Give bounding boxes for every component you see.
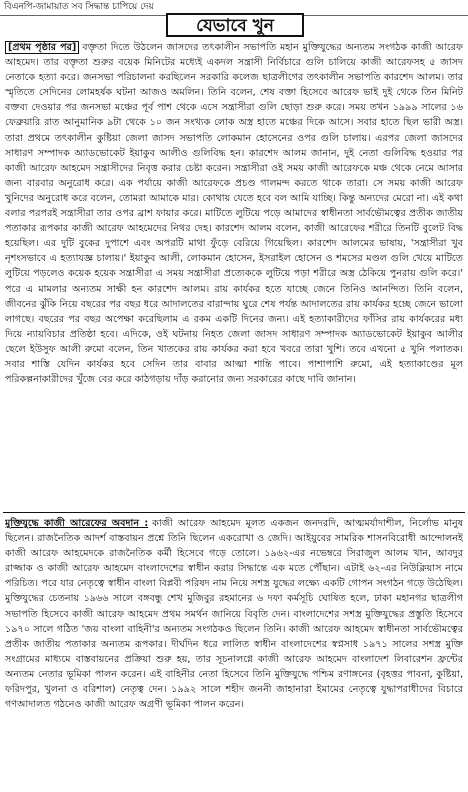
story-body: বক্তৃতা দিতে উঠলেন জাসদের তৎকালীন সভাপতি মহান মুক্তিযুদ্ধের অন্যতম সংগঠক কাজী আরেফ আহমেদ। তার বক্তৃতা শুরুর বয়েক মিনিটের মধ্যেই একদল সন্ত্রাসী নির্বিচারে গুলি চালিয়ে কাজী আরেফসহ ৫ জাসদ নেতাকে হত্যা করে। জনসভা পরিচালনা করছিলেন সরকারি কলেজ ছাত্রলীগের তৎকালীন সভাপতি কারশেদ আলম। তার স্মৃতিতে সেদিনের লোমহর্ষক ঘটনা আজও অমলিন। তিনি বলেন, শেষ বক্তা হিসেবে আরেফ ভাই দুই থেকে তিন মিনিট বক্তব্য দেওয়ার পর জনসভা মঞ্চের পূর্ব পাশ থেকে এসে সন্ত্রাসীরা গুলি ছোড়া শুরু করে। সময় তখন ১৯৯৯ সালের ১৬ ফেব্রুয়ারি রাত আনুমানিক ৯টা থেকে ১০ জন সংখ্যক লোক অস্ত্র হাতে মঞ্চের দিকে আসে। সবার হাতে ছিল ভারী অস্ত্র। তারা প্রথমে তৎকালীন কুষ্টিয়া জেলা জাসদ সভাপতি লোকমান হোসেনের ওপর গুলি চালায়। এরপর জেলা জাসদের সাধারণ সম্পাদক অ্যাডভোকেট ইয়াকুব আলীও গুলিবিদ্ধ হন। কারশেদ আলম জানান, দুই নেতা গুলিবিদ্ধ হওয়ার পর কাজী আরেফ আহমেদ সন্ত্রাসীদের নিবৃত্ত করার চেষ্টা করেন। সন্ত্রাসীরা ওই সময় কাজী আরেফকে মঞ্চ থেকে নেমে আসার জন্য বারবার অনুরোধ করে। এক পর্যায়ে কাজী আরেফকে প্রচণ্ড গালমন্দ করতে থাকে তারা। সে সময় কাজী আরেফ খুনিদের অনুরোধ করে বলেন, তোমরা আমাকে মার। কোথায় যেতে হবে বল আমি যাচ্ছি। কিন্তু অন্যদের মেরো না। এই কথা বলার পরপরই সন্ত্রাসীরা তার ওপর ব্রাশ ফায়ার করে। মাটিতে লুটিয়ে পড়ে আমাদের স্বাধীনতা সার্বভৌমত্বের প্রতীক জাতীয় পতাকার রূপকার কাজী আরেফ আহমেদের নিথর দেহ। কারশেদ আলম বলেন, কাজী আরেফের শরীরে তিনটি বুলেট বিদ্ধ হয়েছিল। এর দুটি বুকের দুপাশে এবং অপরটি মাথা ফুঁড়ে বেরিয়ে গিয়েছিল। কারশেদ আলমের ভাষায়, 'সন্ত্রাসীরা খুব নৃশংসভাবে এ হত্যাযজ্ঞ চালায়।' ইয়াকুব আলী, লোকমান হোসেন, ইসরাইল হোসেন ও শমসের মণ্ডল গুলি খেয়ে মাটিতে লুটিয়ে পড়লেও কয়েক হয়েক সন্ত্রাসীরা এ সময় সন্ত্রাসীরা প্রত্যেককে লুটিয়ে পড়া শরীরে অস্ত্র ঠেকিয়ে পুনরায় গুলি করে।' পরে এ মামলার অন্যতম সাক্ষী হন কারশেদ আলম। রায় কার্যকর হতে যাচ্ছে জেনে তিনিও আনন্দিত। তিনি বলেন, জীবনের ঝুঁকি নিয়ে বছরের পর বছর ধরে আদালতের বারান্দায় ঘুরে শেষ পর্যন্ত আদালতের রায় কার্যকর হচ্ছে জেনে ভালো লাগছে। বছরের পর বছর অপেক্ষা করেছিলাম এ রকম একটি দিনের জন্য। এই হত্যাকারীদের ফাঁসির রায় কার্যকরের মধ্য দিয়ে ন্যায়বিচার প্রতিষ্ঠা হবে। এদিকে, ওই ঘটনায় নিহত জেলা জাসদ সাধারণ সম্পাদক অ্যাডভোকেট ইয়াকুব আলীর ছেলে ইউসুফ আলী রুমো বলেন, তিন খাতকের রায় কার্যকর করা হবে খবরে তারা খুশি। তবে এখনো ৫ খুনি পলাতক। সবার শাস্তি যেদিন কার্যকর হবে সেদিন তার বাবার আত্মা শান্তি পাবে। পাশাপাশি রুমো, এই হত্যাকাণ্ডের মূল পরিকল্পনাকারীদের খুঁজে বের করে কাঠগড়ায় দাঁড় করানোর জন্য সরকারের কাছে দাবি জানান। xyxy=(5,42,463,386)
contribution-body: কাজী আরেফ আহমেদ মূলত একজন জনদরদি, আত্মমর্যাদাশীল, নির্লোভ মানুষ ছিলেন। রাজনৈতিক আদর্শ বাস্তবায়ন প্রশ্নে তিনি ছিলেন একরোখা ও জেদি। আইয়ুবের সামরিক শাসনবিরোধী আন্দোলনই কাজী আরেফ আহমেদকে রাজনৈতিক কর্মী হিসেবে গড়ে তোলে। ১৯৬২-এর নভেম্বরে সিরাজুল আলম খান, আবদুর রাজ্জাক ও কাজী আরেফ আহমেদ বাংলাদেশের স্বাধীন করার সিদ্ধান্তে এক মতে পৌঁছান। এটাই ৬২-এর নিউক্লিয়াস নামে পরিচিত। পরে যার নেতৃত্বে স্বাধীন বাংলা বিপ্লবী পরিষদ নাম নিয়ে সশস্ত্র যুদ্ধের লক্ষ্যে একটি গোপন সংগঠন গড়ে উঠেছিল। মুক্তিযুদ্ধের চেতনায় ১৯৬৬ সালে বঙ্গবন্ধু শেখ মুজিবুর রহমানের ৬ দফা কর্মসূচি ঘোষিত হলে, ঢাকা মহানগর ছাত্রলীগ সভাপতি হিসেবে কাজী আরেফ আহমেদ প্রথম সমর্থন জানিয়ে বিবৃতি দেন। বাংলাদেশের সশস্ত্র মুক্তিযুদ্ধের প্রস্তুতি হিসেবে ১৯৭০ সালে গঠিত 'জয় বাংলা বাহিনী'র অন্যতম সংগঠকও ছিলেন তিনি। কাজী আরেফ আহমেদ স্বাধীনতা সার্বভৌমত্বের প্রতীক জাতীয় পতাকার অন্যতম রূপকার। দীর্ঘদিন ধরে লালিত স্বাধীন বাংলাদেশের স্বপ্নসাধ ১৯৭১ সালের সশস্ত্র মুক্তি সংগ্রামের মাধ্যমে বাস্তবায়নের প্রক্রিয়া শুরু হয়, তার সূচনালগ্নে কাজী আরেফ আহমেদ বাংলাদেশ লিবারেশন ফ্রন্টের অন্যতম নেতার ভূমিকা পালন করেন। এই বাহিনীর নেতা হিসেবে তিনি মুক্তিযুদ্ধে পশ্চিম রণাঙ্গনের (বৃহত্তর পাবনা, কুষ্টিয়া, ফরিদপুর, খুলনা ও বরিশাল) নেতৃত্ব দেন। ১৯৯২ সালে শহীদ জননী জাহানারা ইমামের নেতৃত্বে যুদ্ধাপরাধীদের বিচারে গণআদালত গঠনেও কাজী আরেফ অগ্রণী ভূমিকা পালন করেন। xyxy=(5,518,463,711)
headline-box xyxy=(166,13,304,37)
continued-kicker: [প্রথম পৃষ্ঠার পর] xyxy=(5,41,79,54)
headline: যেভাবে খুন xyxy=(196,16,274,36)
contribution-section xyxy=(5,516,463,790)
contribution-subhead: মুক্তিযুদ্ধে কাজী আরেফের অবদান : xyxy=(5,518,149,529)
main-story xyxy=(5,40,463,510)
previous-story-strip: বিএনপি-জামায়াত সব সিদ্ধান্ত চাপিয়ে দেয় xyxy=(0,0,468,16)
story-paragraph xyxy=(5,40,463,387)
section-divider xyxy=(3,512,465,513)
contribution-paragraph xyxy=(5,516,463,712)
